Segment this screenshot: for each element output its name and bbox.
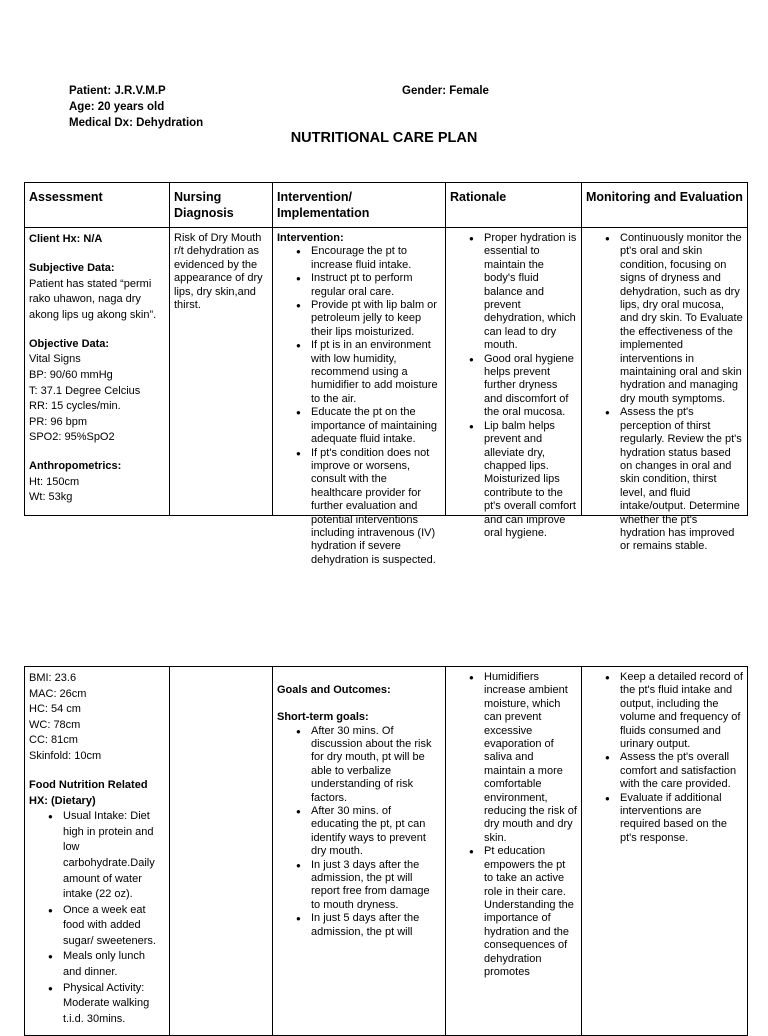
vital-signs-label: Vital Signs (29, 353, 81, 366)
list-item: ● Humidifiers increase ambient moisture, which can prevent excessive evaporation of saliva and maintain a more comfortable environment, reducing the risk of dry mouth and dry skin. (484, 671, 577, 845)
list-item: ● Continuously monitor the pt's oral and skin condition, focusing on signs of dryness and dehydration, such as dry lips, dry oral mucosa, and dry skin. To Evaluate the effectiveness of the implemented interventions in maintaining oral and skin hydration and managing dry mouth symptoms. (620, 232, 743, 406)
nursing-diagnosis-cell (170, 228, 273, 516)
anthro-skinfold: Skinfold: 10cm (29, 749, 102, 762)
vital-spo2: SPO2: 95%SpO2 (29, 431, 115, 444)
subjective-label: Subjective Data: (29, 261, 115, 274)
objective-label: Objective Data: (29, 337, 110, 350)
food-nutrition-label: Food Nutrition Related HX: (Dietary) (29, 778, 148, 807)
anthropometrics-label: Anthropometrics: (29, 460, 122, 473)
list-item: ● Good oral hygiene helps prevent further dryness and discomfort of the oral mucosa. (484, 353, 577, 420)
assessment-cell-cont (25, 667, 170, 1036)
list-item: ● After 30 mins. Of discussion about the risk for dry mouth, pt will be able to verbalize understanding of risk factors. (311, 725, 441, 805)
list-item: ● Once a week eat food with added sugar/ sweeteners. (63, 903, 165, 950)
monitoring-cell-cont (582, 667, 748, 1036)
header-nursing-diagnosis: Nursing Diagnosis (170, 183, 273, 228)
list-item: ● Physical Activity: Moderate walking t.i.d. 30mins. (63, 981, 165, 1028)
patient-name: Patient: J.R.V.M.P (69, 85, 166, 97)
header-rationale: Rationale (446, 183, 582, 228)
intervention-cell-cont (273, 667, 446, 1036)
header-row (25, 183, 748, 228)
list-item: ● In just 5 days after the admission, the pt will (311, 912, 441, 939)
anthro-cc: CC: 81cm (29, 734, 78, 747)
intervention-label: Intervention: (277, 232, 344, 244)
list-item: ● In just 3 days after the admission, the pt will report free from damage to mouth dryness. (311, 859, 441, 913)
page-title: NUTRITIONAL CARE PLAN (290, 130, 478, 146)
intervention-cell (273, 228, 446, 566)
header-assessment: Assessment (25, 183, 170, 228)
table-row (25, 667, 748, 1036)
list-item: ● Proper hydration is essential to maintain the body's fluid balance and prevent dehydration, which can lead to dry mouth. (484, 232, 577, 353)
list-item: ● After 30 mins. of educating the pt, pt can identify ways to prevent dry mouth. (311, 805, 441, 859)
vital-rr: RR: 15 cycles/min. (29, 400, 121, 413)
nursing-diagnosis-cell-cont (170, 667, 273, 1036)
medical-dx: Medical Dx: Dehydration (69, 117, 204, 129)
list-item: ● Evaluate if additional interventions are required based on the pt's response. (620, 792, 743, 846)
monitoring-cell (582, 228, 748, 553)
anthro-height: Ht: 150cm (29, 475, 80, 488)
header-monitoring: Monitoring and Evaluation (582, 183, 748, 228)
list-item: ● If pt is in an environment with low humidity, recommend using a humidifier to add moisture to the air. (311, 339, 441, 406)
list-item: ● Pt education empowers the pt to take an active role in their care. Understanding the importance of hydration and the consequences of dehydration promotes (484, 845, 577, 979)
list-item: ● Lip balm helps prevent and alleviate dry, chapped lips. Moisturized lips contribute to the pt's overall comfort and can improve oral hygiene. (484, 420, 577, 541)
client-hx: Client Hx: N/A (29, 233, 103, 245)
care-plan-table-page-1 (24, 182, 748, 566)
anthro-mac: MAC: 26cm (29, 687, 87, 700)
subjective-text: Patient has stated “permi rako uhawon, naga dry akong lips ug akong skin”. (29, 277, 157, 321)
anthro-weight: Wt: 53kg (29, 491, 73, 504)
rationale-cell-cont (446, 667, 582, 1036)
list-item: ● Educate the pt on the importance of maintaining adequate fluid intake. (311, 406, 441, 446)
vital-temp: T: 37.1 Degree Celcius (29, 384, 141, 397)
short-term-goals-label: Short-term goals: (277, 711, 369, 724)
list-item: ● Instruct pt to perform regular oral care. (311, 272, 441, 299)
nursing-diagnosis-text: Risk of Dry Mouth r/t dehydration as evidenced by the appearance of dry lips, dry skin,and thirst. (174, 232, 263, 312)
list-item: ● Assess the pt's overall comfort and satisfaction with the care provided. (620, 751, 743, 791)
care-plan-table-page-2 (24, 666, 748, 1036)
list-item: ● Encourage the pt to increase fluid intake. (311, 245, 441, 272)
header-intervention: Intervention/ Implementation (273, 183, 446, 228)
list-item: ● Keep a detailed record of the pt's fluid intake and output, including the volume and frequency of fluids consumed and urinary output. (620, 671, 743, 751)
vital-bp: BP: 90/60 mmHg (29, 368, 113, 381)
vital-pr: PR: 96 bpm (29, 415, 88, 428)
goals-label: Goals and Outcomes: (277, 684, 391, 697)
anthro-wc: WC: 78cm (29, 718, 81, 731)
list-item: ● Usual Intake: Diet high in protein and low carbohydrate.Daily amount of water intake (22 oz). (63, 809, 165, 903)
list-item: ● Provide pt with lip balm or petroleum jelly to keep their lips moisturized. (311, 299, 441, 339)
patient-gender: Gender: Female (402, 85, 489, 97)
list-item: ● Meals only lunch and dinner. (63, 949, 165, 980)
list-item: ● If pt's condition does not improve or worsens, consult with the healthcare provider for further evaluation and potential interventions including intravenous (IV) hydration if severe dehydration is suspected. (311, 447, 441, 568)
rationale-cell (446, 228, 582, 539)
table-row (25, 228, 748, 516)
assessment-cell (25, 228, 170, 516)
anthro-hc: HC: 54 cm (29, 703, 81, 716)
patient-age: Age: 20 years old (69, 101, 165, 113)
list-item: ● Assess the pt's perception of thirst regularly. Review the pt's hydration status based on changes in oral and skin condition, thirst level, and fluid intake/output. Determine whether the pt's hydration has improved or remains stable. (620, 406, 743, 553)
anthro-bmi: BMI: 23.6 (29, 672, 77, 684)
